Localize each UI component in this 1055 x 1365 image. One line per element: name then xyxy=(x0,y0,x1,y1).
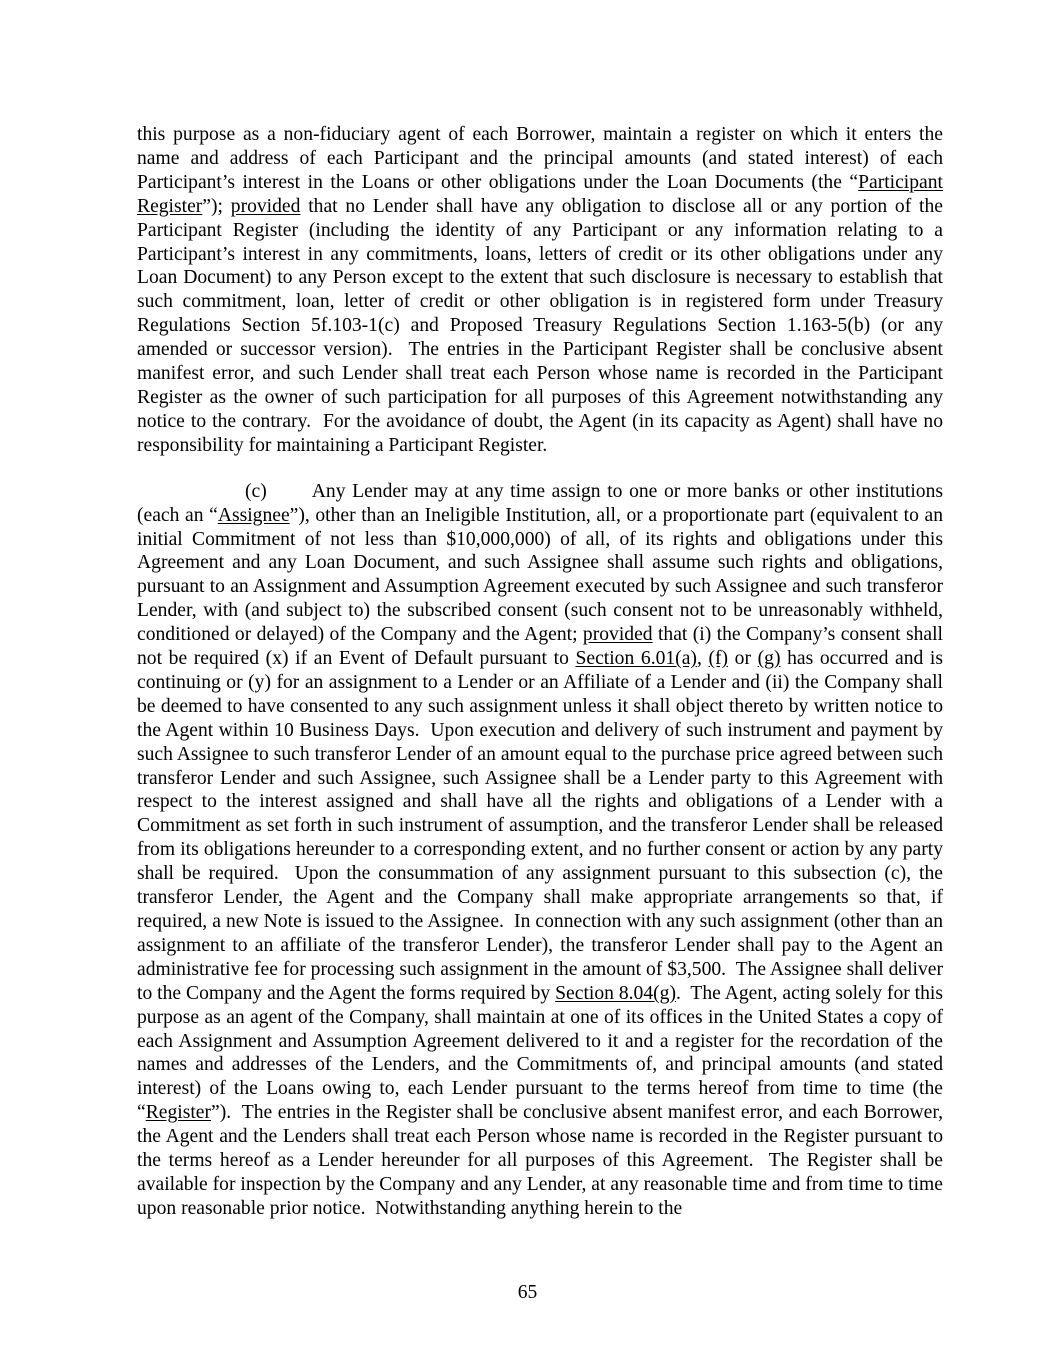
text-run: ”), other than an Ineligible Institution, all, or a proportionate part (equivalent to an initial Commitment of not less than $10,000,000) of all, of its rights and obligations under this Agreement and any Loan Document, and such Assignee shall assume such rights and obligations, pursuant to an Assignment and Assumption Agreement executed by such Assignee and such transferor Lender, with (and subject to) the subscribed consent (such consent not to be unreasonably withheld, conditioned or delayed) of the Company and the Agent; xyxy=(137,504,943,646)
underlined-term: Section 6.01(a) xyxy=(575,648,697,670)
document-body xyxy=(137,123,943,1221)
underlined-term: (f) xyxy=(708,648,729,670)
underlined-term: provided xyxy=(582,624,653,646)
underlined-term: Register xyxy=(145,1102,211,1124)
paragraph xyxy=(137,123,943,458)
underlined-term: Assignee xyxy=(217,504,290,526)
page-number: 65 xyxy=(517,1282,538,1303)
underlined-term: Section 8.04(g) xyxy=(555,982,676,1004)
text-run: , xyxy=(696,648,709,670)
text-run: ”); xyxy=(202,195,231,217)
text-run: ”). The entries in the Register shall be conclusive absent manifest error, and each Borrower, the Agent and the Lenders shall treat each Person whose name is recorded in the Register pursuant to the terms hereof as a Lender hereunder for all purposes of this Agreement. The Register shall be available for inspection by the Company and any Lender, at any reasonable time and from time to time upon reasonable prior notice. Notwithstanding anything herein to the xyxy=(137,1102,943,1219)
paragraph xyxy=(137,480,943,1221)
text-run: this purpose as a non-fiduciary agent of each Borrower, maintain a register on which it enters the name and address of each Participant and the principal amounts (and stated interest) of each Participant’s interest in the Loans or other obligations under the Loan Documents (the “ xyxy=(137,124,943,193)
underlined-term: (g) xyxy=(757,648,781,670)
text-run: that (i) the Company’s consent shall not be required (x) if an Event of Default pursuant to xyxy=(137,624,943,670)
text-run: Any Lender may at any time assign to one or more banks or other institutions (each an “ xyxy=(137,480,943,526)
text-run: . The Agent, acting solely for this purpose as an agent of the Company, shall maintain at one of its offices in the United States a copy of each Assignment and Assumption Agreement delivered to it and a register for the recordation of the names and addresses of the Lenders, and the Commitments of, and principal amounts (and stated interest) of the Loans owing to, each Lender pursuant to the terms hereof from time to time (the “ xyxy=(137,982,943,1124)
text-run: has occurred and is continuing or (y) for an assignment to a Lender or an Affiliate of a Lender and (ii) the Company shall be deemed to have consented to any such assignment unless it shall object thereto by written notice to the Agent within 10 Business Days. Upon execution and delivery of such instrument and payment by such Assignee to such transferor Lender of an amount equal to the purchase price agreed between such transferor Lender and such Assignee, such Assignee shall be a Lender party to this Agreement with respect to the interest assigned and shall have all the rights and obligations of a Lender with a Commitment as set forth in such instrument of assumption, and the transferor Lender shall be released from its obligations hereunder to a corresponding extent, and no further consent or action by any party shall be required. Upon the consummation of any assignment pursuant to this subsection (c), the transferor Lender, the Agent and the Company shall make appropriate arrangements so that, if required, a new Note is issued to the Assignee. In connection with any such assignment (other than an assignment to an affiliate of the transferor Lender), the transferor Lender shall pay to the Agent an administrative fee for processing such assignment in the amount of $3,500. The Assignee shall deliver to the Company and the Agent the forms required by xyxy=(137,648,943,1004)
underlined-term: Participant Register xyxy=(137,171,943,217)
underlined-term: provided xyxy=(230,195,301,217)
text-run: (c) xyxy=(245,480,267,502)
text-run: that no Lender shall have any obligation to disclose all or any portion of the Participant Register (including the identity of any Participant or any information relating to a Participant’s interest in any commitments, loans, letters of credit or its other obligations under any Loan Document) to any Person except to the extent that such disclosure is necessary to establish that such commitment, loan, letter of credit or other obligation is in registered form under Treasury Regulations Section 5f.103-1(c) and Proposed Treasury Regulations Section 1.163-5(b) (or any amended or successor version). The entries in the Participant Register shall be conclusive absent manifest error, and such Lender shall treat each Person whose name is recorded in the Participant Register as the owner of such participation for all purposes of this Agreement notwithstanding any notice to the contrary. For the avoidance of doubt, the Agent (in its capacity as Agent) shall have no responsibility for maintaining a Participant Register. xyxy=(137,195,943,456)
text-run: or xyxy=(728,648,758,670)
